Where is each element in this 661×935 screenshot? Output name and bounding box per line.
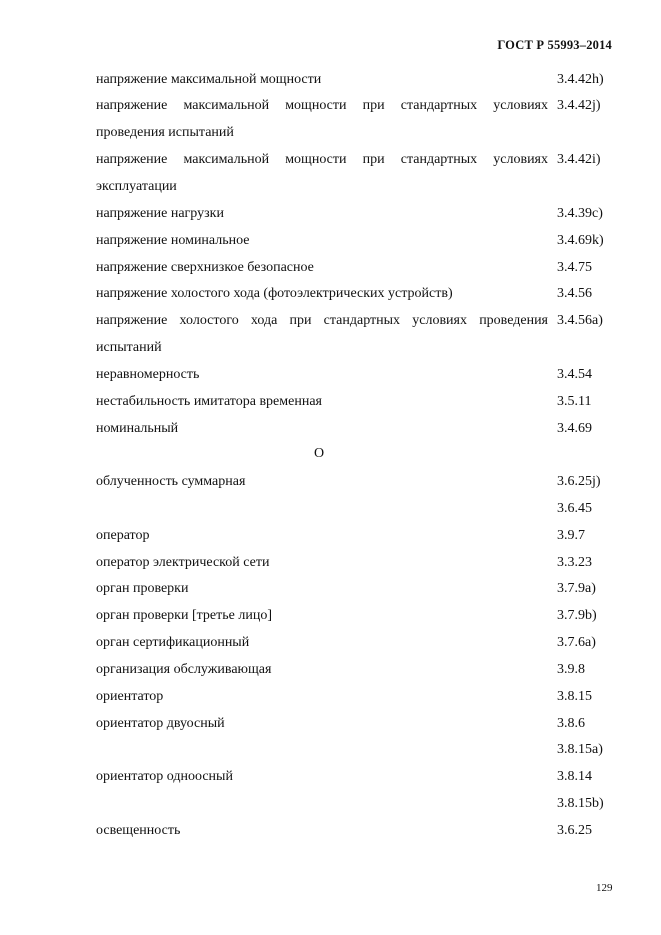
entry-ref: 3.4.42j) xyxy=(557,98,601,113)
entry-ref: 3.8.15 xyxy=(557,689,592,704)
entry-ref: 3.8.15b) xyxy=(557,796,604,811)
entry-term: напряжение холостого хода (фотоэлектрических устройств) xyxy=(96,286,453,301)
entry-term: напряжение холостого хода при стандартных условиях проведения xyxy=(96,313,548,328)
entry-ref: 3.9.7 xyxy=(557,528,585,543)
section-letter: О xyxy=(314,446,325,461)
entry-term: оператор электрической сети xyxy=(96,555,270,570)
entry-term: напряжение максимальной мощности при стандартных условиях xyxy=(96,98,548,113)
entry-term: организация обслуживающая xyxy=(96,662,272,677)
page-number: 129 xyxy=(596,882,613,894)
entry-term: освещенность xyxy=(96,823,181,838)
entry-term: напряжение нагрузки xyxy=(96,206,224,221)
entry-ref: 3.4.56 xyxy=(557,286,592,301)
entry-ref: 3.4.54 xyxy=(557,367,592,382)
entry-ref: 3.4.39c) xyxy=(557,206,603,221)
entry-term-continuation: испытаний xyxy=(96,340,162,355)
entry-ref: 3.8.6 xyxy=(557,716,585,731)
entry-ref: 3.4.42i) xyxy=(557,152,601,167)
entry-ref: 3.7.6a) xyxy=(557,635,596,650)
entry-ref: 3.7.9b) xyxy=(557,608,597,623)
entry-term: напряжение номинальное xyxy=(96,233,250,248)
entry-term: номинальный xyxy=(96,421,179,436)
entry-term: орган сертификационный xyxy=(96,635,250,650)
entry-ref: 3.4.56a) xyxy=(557,313,603,328)
document-header: ГОСТ Р 55993–2014 xyxy=(497,38,612,52)
entry-ref: 3.7.9a) xyxy=(557,581,596,596)
entry-term: нестабильность имитатора временная xyxy=(96,394,322,409)
entry-term: напряжение максимальной мощности при стандартных условиях xyxy=(96,152,548,167)
entry-ref: 3.4.69k) xyxy=(557,233,604,248)
entry-term: облученность суммарная xyxy=(96,474,246,489)
entry-term: неравномерность xyxy=(96,367,200,382)
entry-term-continuation: эксплуатации xyxy=(96,179,177,194)
entry-term-continuation: проведения испытаний xyxy=(96,125,234,140)
entry-term: напряжение сверхнизкое безопасное xyxy=(96,260,314,275)
entry-ref: 3.8.14 xyxy=(557,769,592,784)
entry-term: орган проверки xyxy=(96,581,189,596)
entry-term: оператор xyxy=(96,528,150,543)
entry-term: напряжение максимальной мощности xyxy=(96,72,322,87)
entry-term: орган проверки [третье лицо] xyxy=(96,608,272,623)
entry-ref: 3.4.42h) xyxy=(557,72,604,87)
entry-ref: 3.4.75 xyxy=(557,260,592,275)
entry-ref: 3.8.15a) xyxy=(557,742,603,757)
entry-term: ориентатор одноосный xyxy=(96,769,233,784)
entry-ref: 3.6.25 xyxy=(557,823,592,838)
entry-ref: 3.3.23 xyxy=(557,555,592,570)
entry-term: ориентатор xyxy=(96,689,164,704)
entry-ref: 3.6.25j) xyxy=(557,474,601,489)
entry-ref: 3.6.45 xyxy=(557,501,592,516)
entry-ref: 3.4.69 xyxy=(557,421,592,436)
entry-ref: 3.9.8 xyxy=(557,662,585,677)
entry-ref: 3.5.11 xyxy=(557,394,592,409)
entry-term: ориентатор двуосный xyxy=(96,716,225,731)
